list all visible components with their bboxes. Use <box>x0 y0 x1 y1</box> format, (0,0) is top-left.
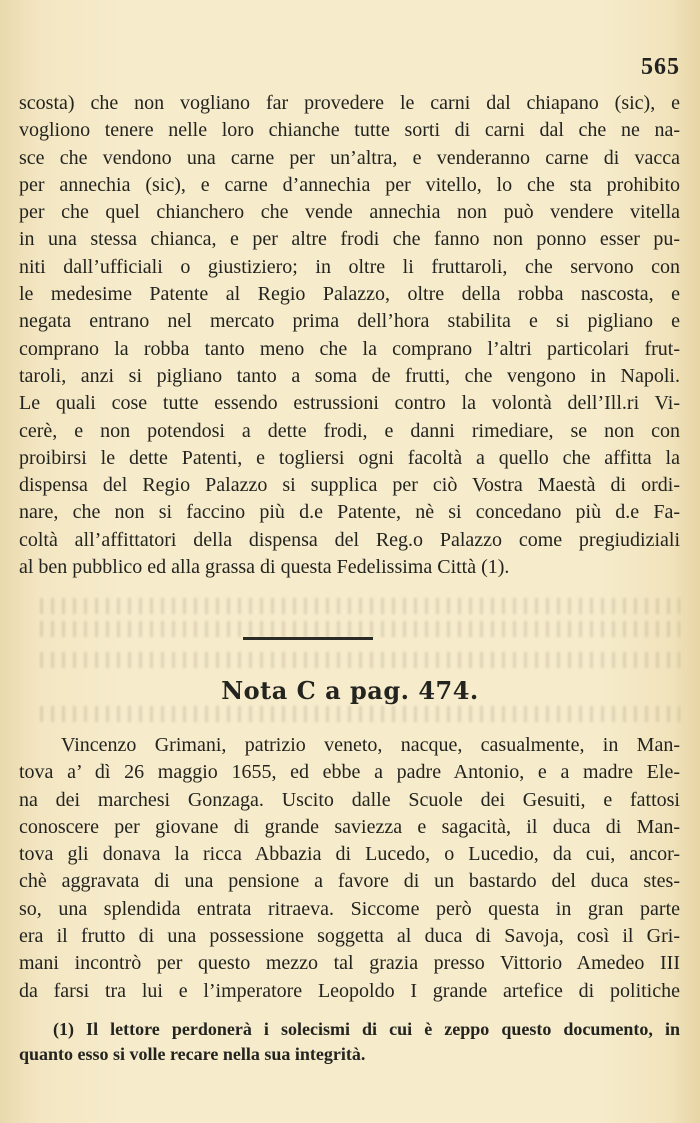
top-paragraph <box>19 90 680 581</box>
text-line: sce che vendono una carne per un’altra, e venderanno carne di vacca <box>19 146 680 169</box>
text-line: cerè, e non potendosi a dette frodi, e danni rimediare, se non con <box>19 419 680 442</box>
text-line: tova gli donava la ricca Abbazia di Lucedo, o Lucedio, da cui, ancor- <box>19 843 680 866</box>
page-number: 565 <box>641 54 680 80</box>
text-line: era il frutto di una possessione soggetta al duca di Savoja, così il Gri- <box>19 925 680 948</box>
text-line: negata entrano nel mercato prima dell’hora stabilita e si pigliano e <box>19 310 680 333</box>
show-through-texture <box>40 621 680 637</box>
text-line: proibirsi le dette Patenti, e togliersi ogni facoltà a quello che affitta la <box>19 446 680 469</box>
text-line: na dei marchesi Gonzaga. Uscito dalle Scuole dei Gesuiti, e fattosi <box>19 788 680 811</box>
section-divider <box>243 637 373 640</box>
text-line: in una stessa chianca, e per altre frodi che fanno non ponno esser pu- <box>19 228 680 251</box>
text-line: niti dall’ufficiali o giustiziero; in oltre li fruttaroli, che servono con <box>19 255 680 278</box>
text-line: scosta) che non vogliano far provedere le carni dal chiapano (sic), e <box>19 92 680 114</box>
footnote-line: quanto esso si volle recare nella sua integrità. <box>19 1044 366 1064</box>
text-line: comprano la robba tanto meno che la comprano l’altri particolari frut- <box>19 337 680 360</box>
text-line: vogliono tenere nelle loro chianche tutte sorti di carni dal che ne na- <box>19 119 680 142</box>
section-heading: Nota C a pag. 474. <box>221 676 479 705</box>
text-line: so, una splendida entrata ritraeva. Siccome però questa in gran parte <box>19 897 680 920</box>
show-through-texture <box>40 706 680 722</box>
text-line: Vincenzo Grimani, patrizio veneto, nacque, casualmente, in Man- <box>61 734 680 756</box>
text-line: per annechia (sic), e carne d’annechia per vitello, lo che sta prohibito <box>19 173 680 196</box>
text-line: coltà all’affittatori della dispensa del Reg.o Palazzo come pregiudiziali <box>19 528 680 551</box>
bottom-paragraph <box>19 732 680 1005</box>
text-line: Le quali cose tutte essendo estrussioni contro la volontà dell’Ill.ri Vi- <box>19 392 680 415</box>
text-line: da farsi tra lui e l’imperatore Leopoldo I grande artefice di politiche <box>19 979 680 1002</box>
text-line: per che quel chianchero che vende annechia non può vendere vitella <box>19 201 680 224</box>
text-line: nare, che non si faccino più d.e Patente, nè si concedano più d.e Fa- <box>19 501 680 524</box>
text-line: taroli, anzi si pigliano tanto a soma de frutti, che vengono in Napoli. <box>19 364 680 387</box>
show-through-texture <box>40 598 680 614</box>
text-line: chè aggravata di una pensione a favore di un bastardo del duca stes- <box>19 870 680 893</box>
footnote <box>19 1017 680 1067</box>
text-line: dispensa del Regio Palazzo si supplica per ciò Vostra Maestà di ordi- <box>19 474 680 497</box>
footnote-line: (1) Il lettore perdonerà i solecismi di cui è zeppo questo documento, in <box>53 1019 680 1039</box>
show-through-texture <box>40 652 680 668</box>
text-line: conoscere per giovane di grande saviezza e sagacità, il duca di Man- <box>19 815 680 838</box>
text-line: le medesime Patente al Regio Palazzo, oltre della robba nascosta, e <box>19 283 680 306</box>
text-line: tova a’ dì 26 maggio 1655, ed ebbe a padre Antonio, e a madre Ele- <box>19 761 680 784</box>
text-line: al ben pubblico ed alla grassa di questa Fedelissima Città (1). <box>19 556 510 579</box>
text-line: mani incontrò per questo mezzo tal grazia presso Vittorio Amedeo III <box>19 952 680 975</box>
